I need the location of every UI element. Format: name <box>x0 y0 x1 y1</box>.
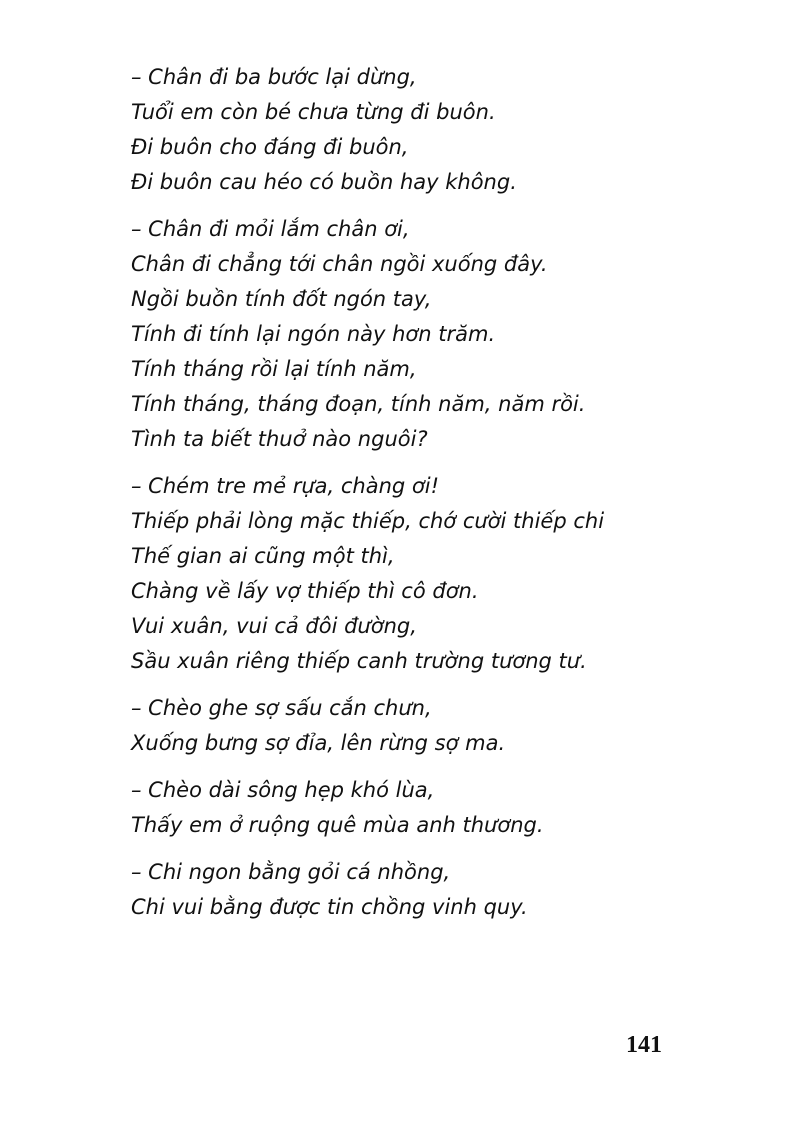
poem-line: – Chèo ghe sợ sấu cắn chưn, <box>131 696 432 720</box>
stanza-4 <box>131 691 751 761</box>
poem-line: Chân đi chẳng tới chân ngồi xuống đây. <box>131 252 548 276</box>
poem-line: Xuống bưng sợ đỉa, lên rừng sợ ma. <box>131 731 506 755</box>
stanza-6 <box>131 855 751 925</box>
poem-line: Tình ta biết thuở nào nguôi? <box>131 427 428 451</box>
poem-line: Tính tháng, tháng đoạn, tính năm, năm rồi. <box>131 392 586 416</box>
poem-line: Thiếp phải lòng mặc thiếp, chớ cười thiếp chi <box>131 509 605 533</box>
poem-line: – Chân đi mỏi lắm chân ơi, <box>131 217 410 241</box>
poem-line: Tính đi tính lại ngón này hơn trăm. <box>131 322 496 346</box>
poem-line: Chi vui bằng được tin chồng vinh quy. <box>131 895 528 919</box>
poem-line: – Chém tre mẻ rựa, chàng ơi! <box>131 474 440 498</box>
poem-line: Tuổi em còn bé chưa từng đi buôn. <box>131 100 496 124</box>
poem-line: Đi buôn cho đáng đi buôn, <box>131 135 409 159</box>
poem-line: Sầu xuân riêng thiếp canh trường tương tư. <box>131 649 587 673</box>
page-number: 141 <box>626 1032 662 1058</box>
poem-line: Đi buôn cau héo có buồn hay không. <box>131 170 517 194</box>
poem-line: Thấy em ở ruộng quê mùa anh thương. <box>131 813 544 837</box>
poem-body <box>131 60 751 937</box>
stanza-1 <box>131 60 751 200</box>
stanza-5 <box>131 773 751 843</box>
poem-line: – Chân đi ba bước lại dừng, <box>131 65 417 89</box>
poem-line: Ngồi buồn tính đốt ngón tay, <box>131 287 432 311</box>
poem-line: Tính tháng rồi lại tính năm, <box>131 357 417 381</box>
poem-line: Thế gian ai cũng một thì, <box>131 544 395 568</box>
stanza-2 <box>131 212 751 457</box>
poem-line: – Chèo dài sông hẹp khó lùa, <box>131 778 435 802</box>
poem-line: Chàng về lấy vợ thiếp thì cô đơn. <box>131 579 479 603</box>
poem-line: – Chi ngon bằng gỏi cá nhồng, <box>131 860 451 884</box>
stanza-3 <box>131 469 751 679</box>
poem-line: Vui xuân, vui cả đôi đường, <box>131 614 417 638</box>
